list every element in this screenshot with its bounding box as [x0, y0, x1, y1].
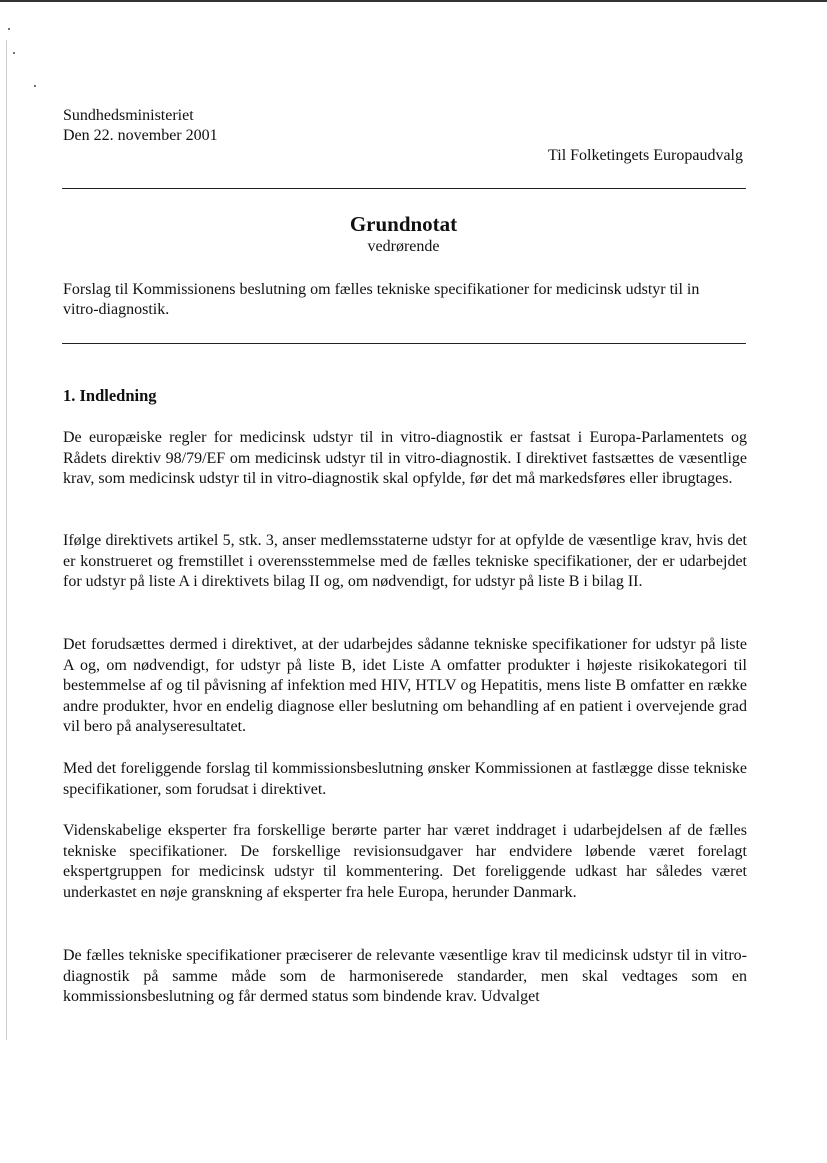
recipient: Til Folketingets Europaudvalg [548, 147, 743, 164]
document-date: Den 22. november 2001 [63, 127, 218, 144]
paragraph: Videnskabelige eksperter fra forskellige berørte parter har været inddraget i udarbejdelsen af de fælles tekniske specifikationer. De forskellige revisionsudgaver har endvidere løbende været forelagt ekspertgruppen for medicinsk udstyr til kommentering. Det foreliggende udkast har således været underkastet en nøje granskning af eksperter fra hele Europa, herunder Danmark. [63, 822, 747, 901]
top-divider [62, 188, 746, 189]
paragraph: Det forudsættes dermed i direktivet, at der udarbejdes sådanne tekniske specifikationer for udstyr på liste A og, om nødvendigt, for udstyr på liste B, idet Liste A omfatter produkter i højeste risikokategori til bestemmelse af og til påvisning af infektion med HIV, HTLV og Hepatitis, mens liste B omfatter en række andre produkter, hvor en endelig diagnose eller beslutning om behandling af en patient i overvejende grad vil bero på analyseresultatet. [63, 636, 747, 735]
section-heading: 1. Indledning [63, 386, 157, 405]
document-title: Grundnotat [349, 212, 458, 236]
document-subject: Forslag til Kommissionens beslutning om fælles tekniske specifikationer for medicinsk udstyr til in vitro-diagnostik. [63, 281, 700, 318]
paragraph: De europæiske regler for medicinsk udstyr til in vitro-diagnostik er fastsat i Europa-Parlamentets og Rådets direktiv 98/79/EF om medicinsk udstyr til in vitro-diagnostik. I direktivet fastsættes de væsentlige krav, som medicinsk udstyr til in vitro-diagnostik skal opfylde, før det må markedsføres eller ibrugtages. [63, 429, 747, 487]
sender-block [63, 106, 218, 146]
scan-top-edge [0, 0, 827, 2]
subject-divider [62, 343, 746, 344]
paragraph: De fælles tekniske specifikationer præciserer de relevante væsentlige krav til medicinsk udstyr til in vitro-diagnostik på samme måde som de harmoniserede standarder, men skal vedtages som en kommissionsbeslutning og får dermed status som bindende krav. Udvalget [63, 947, 747, 1005]
scan-speck [34, 85, 36, 87]
ministry-name: Sundhedsministeriet [63, 107, 194, 124]
document-subtitle: vedrørende [367, 238, 440, 255]
scan-speck [13, 52, 15, 54]
scan-speck [8, 28, 10, 30]
paragraph: Med det foreliggende forslag til kommissionsbeslutning ønsker Kommissionen at fastlægge disse tekniske specifikationer, som forudsat i direktivet. [63, 760, 747, 798]
paragraph: Ifølge direktivets artikel 5, stk. 3, anser medlemsstaterne udstyr for at opfylde de væsentlige krav, hvis det er konstrueret og fremstillet i overensstemmelse med de fælles tekniske specifikationer, der er udarbejdet for udstyr på liste A i direktivets bilag II og, om nødvendigt, for udstyr på liste B i bilag II. [63, 532, 747, 590]
scan-left-edge [6, 40, 7, 1040]
